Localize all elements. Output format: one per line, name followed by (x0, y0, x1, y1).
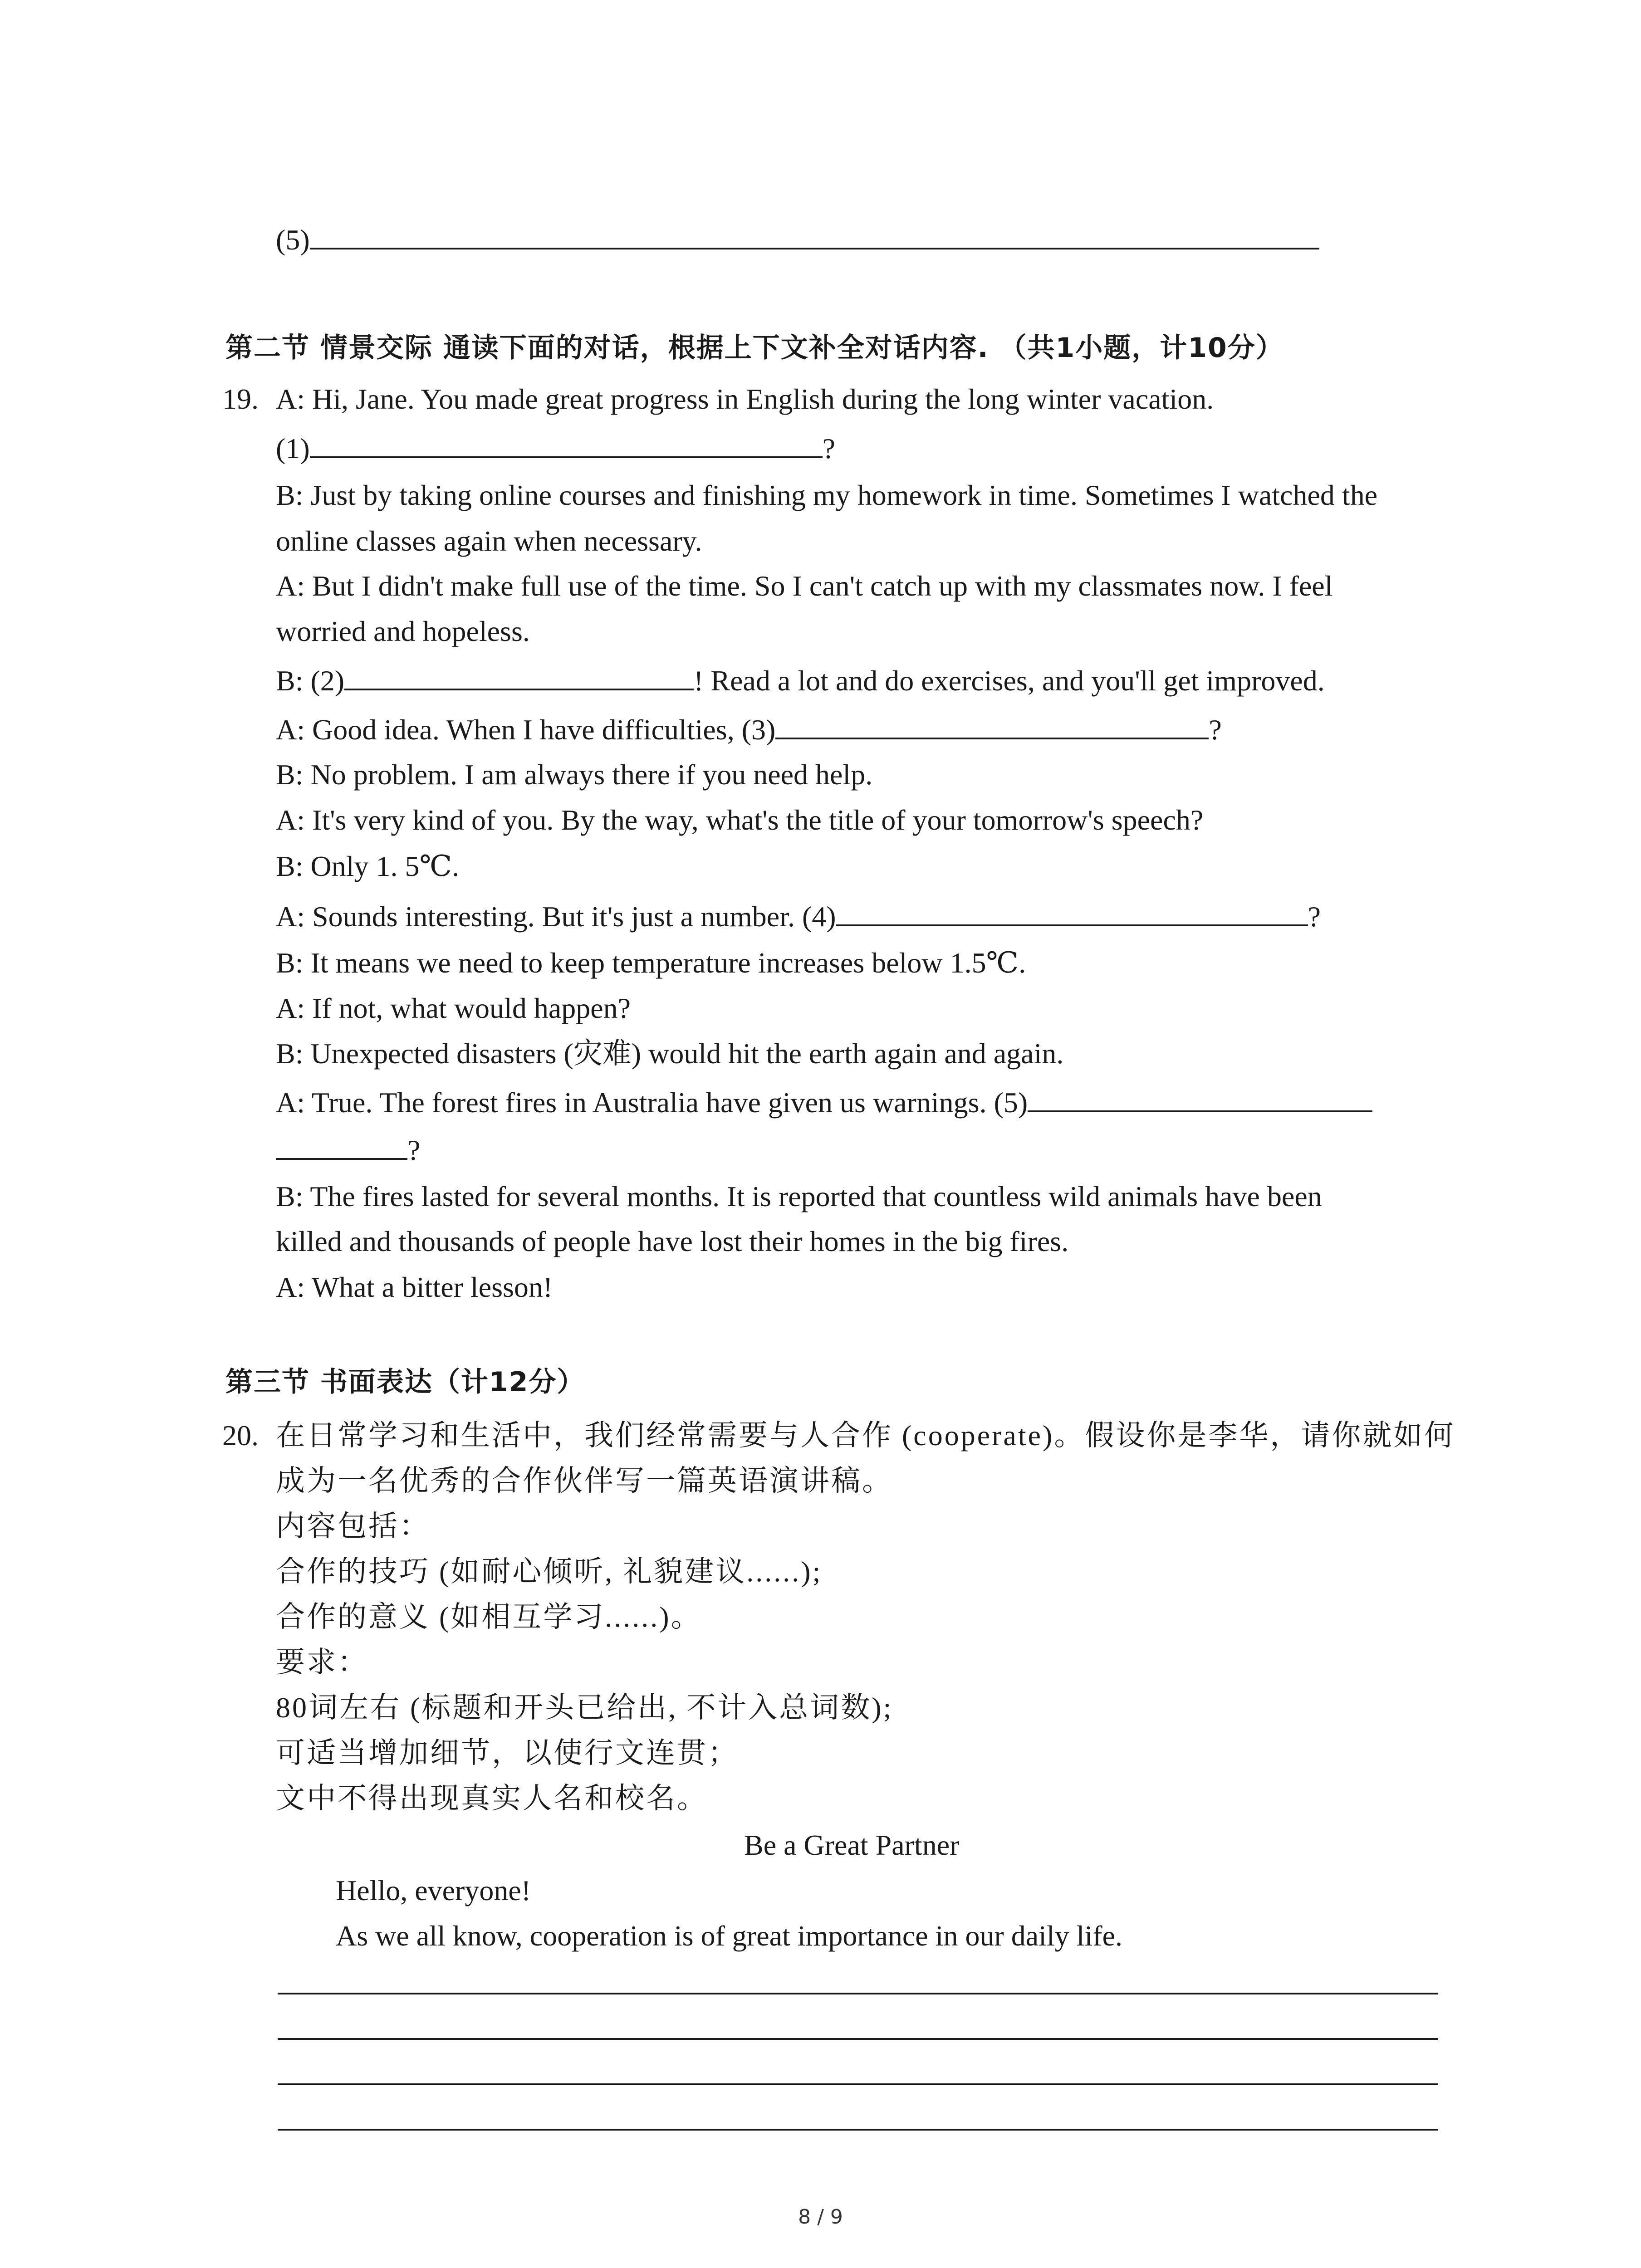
writing-line[interactable] (278, 2038, 1438, 2040)
q20-line: 80词左右 (标题和开头已给出, 不计入总词数); (276, 1691, 893, 1724)
answer-blank[interactable] (775, 711, 1209, 739)
q19-line-blank-3 (276, 711, 1222, 748)
line-text: A: Sounds interesting. But it's just a number. (4) (276, 900, 836, 933)
answer-blank[interactable] (310, 221, 1319, 249)
blank-label: B: (2) (276, 665, 345, 697)
q18-item-5 (276, 221, 1319, 258)
q19-line: online classes again when necessary. (276, 525, 702, 557)
q19-line: A: Hi, Jane. You made great progress in English during the long winter vacation. (276, 383, 1214, 415)
q19-line-blank-5-cont (276, 1132, 420, 1168)
q20-line: 文中不得出现真实人名和校名。 (276, 1782, 708, 1814)
answer-blank[interactable] (344, 662, 694, 690)
q19-line-blank-1 (276, 430, 835, 467)
writing-line[interactable] (278, 2129, 1438, 2131)
answer-blank[interactable] (836, 898, 1308, 926)
q19-line: A: It's very kind of you. By the way, what's the title of your tomorrow's speech? (276, 804, 1204, 836)
line-text: A: True. The forest fires in Australia have given us warnings. (5) (276, 1086, 1028, 1119)
q20-line: 可适当增加细节，以使行文连贯； (276, 1737, 739, 1769)
q19-line-blank-2 (276, 662, 1325, 699)
q19-line: B: Just by taking online courses and finishing my homework in time. Sometimes I watched the (276, 479, 1378, 511)
q19-line: A: What a bitter lesson! (276, 1271, 553, 1303)
q19-line: B: No problem. I am always there if you need help. (276, 758, 873, 791)
q19-line-blank-4 (276, 898, 1321, 935)
blank-label: (1) (276, 432, 310, 464)
q20-line: 合作的技巧 (如耐心倾听, 礼貌建议......); (276, 1555, 823, 1588)
q20-line: 要求： (276, 1646, 368, 1678)
q20-line: 合作的意义 (如相互学习......)。 (276, 1601, 702, 1633)
page-number: 8 / 9 (798, 2205, 843, 2229)
q20-number: 20. (222, 1419, 259, 1452)
q20-line: 内容包括： (276, 1510, 430, 1542)
q19-line: B: It means we need to keep temperature increases below 1.5℃. (276, 947, 1026, 979)
q19-line: A: If not, what would happen? (276, 992, 631, 1024)
line-text: ! Read a lot and do exercises, and you'll get improved. (694, 665, 1325, 697)
question-mark: ? (822, 432, 836, 464)
section3-heading: 第三节 书面表达（计12分） (225, 1366, 585, 1398)
answer-blank[interactable] (1028, 1084, 1372, 1112)
q19-line: B: The fires lasted for several months. It is reported that countless wild animals have been (276, 1180, 1322, 1212)
question-mark: ? (1308, 900, 1321, 933)
line-text: A: Good idea. When I have difficulties, (3) (276, 714, 776, 746)
essay-greeting: Hello, everyone! (336, 1874, 531, 1906)
q19-line: worried and hopeless. (276, 615, 530, 647)
writing-line[interactable] (278, 2083, 1438, 2085)
question-mark: ? (407, 1134, 421, 1166)
question-mark: ? (1209, 714, 1222, 746)
q19-line: B: Unexpected disasters (灾难) would hit the earth again and again. (276, 1037, 1064, 1070)
answer-blank[interactable] (310, 430, 823, 458)
q19-line-blank-5 (276, 1084, 1372, 1121)
q19-line: A: But I didn't make full use of the time. So I can't catch up with my classmates now. I feel (276, 570, 1333, 602)
q19-line: B: Only 1. 5℃. (276, 850, 460, 882)
essay-opening: As we all know, cooperation is of great importance in our daily life. (336, 1920, 1122, 1952)
q19-line: killed and thousands of people have lost their homes in the big fires. (276, 1225, 1069, 1257)
answer-blank[interactable] (276, 1132, 407, 1160)
essay-title: Be a Great Partner (744, 1829, 960, 1861)
q18-item-5-label: (5) (276, 224, 310, 256)
q19-number: 19. (222, 383, 259, 415)
q20-line: 在日常学习和生活中，我们经常需要与人合作 (cooperate)。假设你是李华，请你就如何 (276, 1419, 1455, 1452)
section2-heading: 第二节 情景交际 通读下面的对话，根据上下文补全对话内容. （共1小题，计10分） (225, 332, 1284, 364)
writing-line[interactable] (278, 1993, 1438, 1994)
q20-line: 成为一名优秀的合作伙伴写一篇英语演讲稿。 (276, 1465, 893, 1497)
